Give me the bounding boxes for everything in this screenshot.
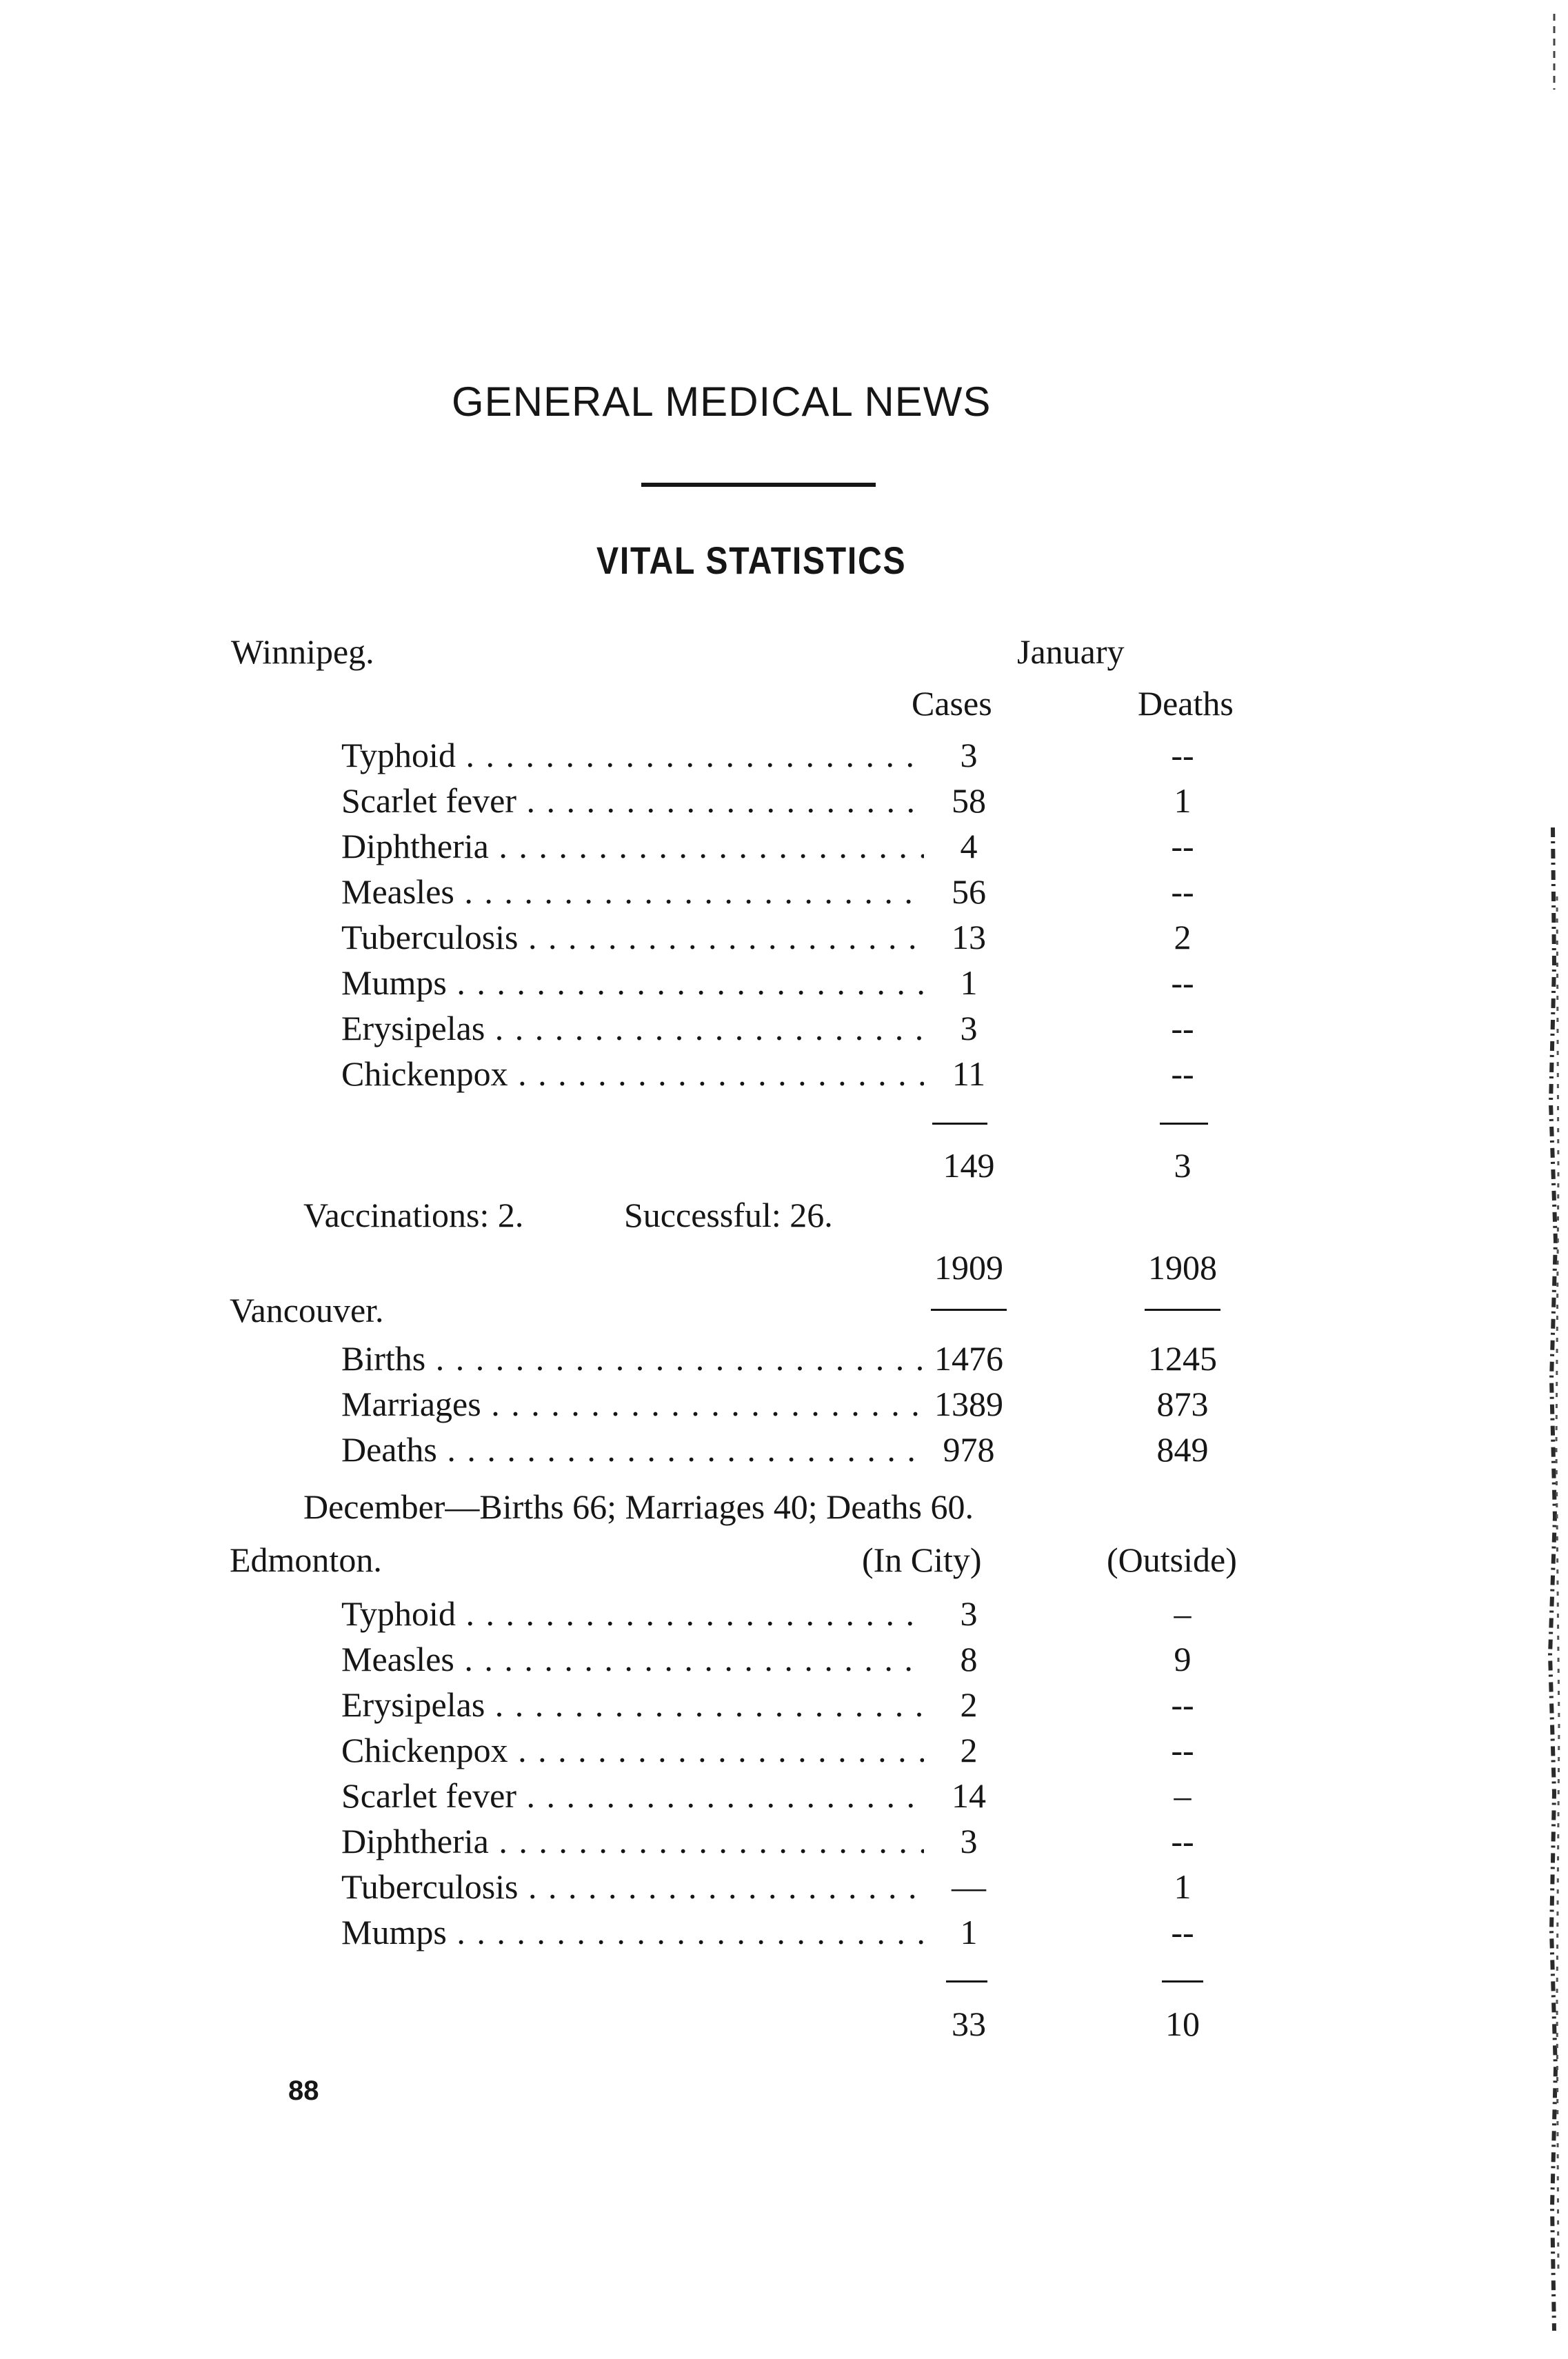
outside-value: – [1174, 1776, 1192, 1815]
in-city-value: 14 [952, 1776, 986, 1815]
deaths-value: -- [1171, 736, 1194, 774]
table-row [341, 1729, 1238, 1771]
disease-label: Tuberculosis . . . [341, 916, 924, 958]
stat-label: Births . . . [341, 1338, 924, 1379]
december-note: December—Births 66; Marriages 40; Deaths 60. [303, 1487, 974, 1526]
disease-label: Chickenpox . . . [341, 1729, 924, 1771]
table-row [341, 1429, 1238, 1470]
edmonton-outside-sum-rule [1162, 1980, 1203, 1982]
year-1908-value: 873 [1156, 1385, 1209, 1423]
in-city-value: 2 [960, 1685, 978, 1724]
stat-label: Marriages . . . [341, 1383, 924, 1425]
in-city-value: 3 [960, 1594, 978, 1633]
disease-label: Tuberculosis . . . [341, 1866, 924, 1907]
disease-label: Erysipelas . . . [341, 1684, 924, 1725]
disease-label: Measles . . . [341, 1638, 924, 1680]
table-row [341, 1911, 1238, 1953]
disease-label: Diphtheria . . . [341, 1820, 924, 1862]
vancouver-1909-rule [931, 1309, 1007, 1311]
winnipeg-deaths-sum-rule [1160, 1123, 1208, 1125]
title-rule [641, 483, 876, 487]
table-row [341, 1775, 1238, 1816]
stat-label: Deaths . . . [341, 1429, 924, 1470]
table-row [341, 916, 1238, 958]
cases-value: 56 [952, 872, 986, 911]
winnipeg-total-deaths: 3 [1174, 1146, 1192, 1185]
table-row [341, 734, 1238, 776]
outside-value: -- [1171, 1822, 1194, 1860]
year-1909-value: 1476 [934, 1339, 1003, 1378]
table-row [341, 1338, 1238, 1379]
deaths-value: -- [1171, 827, 1194, 865]
winnipeg-cases-header: Cases [912, 684, 992, 723]
disease-label: Measles . . . [341, 871, 924, 912]
year-1909-value: 1389 [934, 1385, 1003, 1423]
disease-label: Scarlet fever . . . [341, 1775, 924, 1816]
disease-label: Erysipelas . . . [341, 1007, 924, 1049]
edmonton-total-in-city: 33 [952, 2005, 986, 2043]
outside-value: -- [1171, 1685, 1194, 1724]
outside-value: – [1174, 1594, 1192, 1633]
year-1908-value: 849 [1156, 1430, 1209, 1469]
vancouver-1909-header: 1909 [934, 1248, 1003, 1287]
deaths-value: -- [1171, 963, 1194, 1002]
disease-label: Scarlet fever . . . [341, 780, 924, 821]
cases-value: 1 [960, 963, 978, 1002]
edmonton-city-heading: Edmonton. [230, 1540, 382, 1579]
deaths-value: -- [1171, 872, 1194, 911]
outside-value: -- [1171, 1731, 1194, 1769]
table-row [341, 825, 1238, 867]
page-title: GENERAL MEDICAL NEWS [452, 379, 992, 425]
in-city-value: 1 [960, 1913, 978, 1951]
disease-label: Diphtheria . . . [341, 825, 924, 867]
scan-edge-mark [1527, 0, 1568, 2359]
table-row [341, 962, 1238, 1003]
table-row [341, 1866, 1238, 1907]
vancouver-1908-header: 1908 [1148, 1248, 1217, 1287]
outside-value: 1 [1174, 1867, 1192, 1906]
winnipeg-deaths-header: Deaths [1138, 684, 1234, 723]
edmonton-outside-header: (Outside) [1107, 1540, 1237, 1579]
table-row [341, 1053, 1238, 1094]
cases-value: 3 [960, 1009, 978, 1047]
cases-value: 13 [952, 918, 986, 956]
edmonton-in-city-sum-rule [946, 1980, 987, 1982]
outside-value: 9 [1174, 1640, 1192, 1678]
table-row [341, 1383, 1238, 1425]
in-city-value: 3 [960, 1822, 978, 1860]
vaccinations-note: Vaccinations: 2. [303, 1196, 524, 1234]
table-row [341, 1593, 1238, 1634]
disease-label: Typhoid . . . [341, 734, 924, 776]
table-row [341, 780, 1238, 821]
deaths-value: -- [1171, 1009, 1194, 1047]
winnipeg-total-cases: 149 [943, 1146, 995, 1185]
in-city-value: 2 [960, 1731, 978, 1769]
disease-label: Mumps . . . [341, 1911, 924, 1953]
cases-value: 58 [952, 781, 986, 820]
table-row [341, 1820, 1238, 1862]
section-subtitle: VITAL STATISTICS [596, 539, 907, 582]
edmonton-total-outside: 10 [1165, 2005, 1200, 2043]
deaths-value: 1 [1174, 781, 1192, 820]
table-row [341, 871, 1238, 912]
deaths-value: -- [1171, 1054, 1194, 1093]
table-row [341, 1684, 1238, 1725]
disease-label: Chickenpox . . . [341, 1053, 924, 1094]
table-row [341, 1638, 1238, 1680]
vancouver-city-heading: Vancouver. [230, 1291, 384, 1329]
page-number: 88 [288, 2076, 319, 2106]
outside-value: -- [1171, 1913, 1194, 1951]
vancouver-1908-rule [1145, 1309, 1220, 1311]
in-city-value: 8 [960, 1640, 978, 1678]
in-city-value: — [952, 1867, 986, 1906]
disease-label: Mumps . . . [341, 962, 924, 1003]
disease-label: Typhoid . . . [341, 1593, 924, 1634]
cases-value: 3 [960, 736, 978, 774]
year-1909-value: 978 [943, 1430, 995, 1469]
year-1908-value: 1245 [1148, 1339, 1217, 1378]
deaths-value: 2 [1174, 918, 1192, 956]
winnipeg-month-heading: January [1017, 632, 1125, 671]
winnipeg-cases-sum-rule [932, 1123, 987, 1125]
table-row [341, 1007, 1238, 1049]
cases-value: 4 [960, 827, 978, 865]
winnipeg-city-heading: Winnipeg. [231, 632, 374, 671]
successful-note: Successful: 26. [624, 1196, 833, 1234]
cases-value: 11 [952, 1054, 986, 1093]
edmonton-in-city-header: (In City) [862, 1540, 982, 1579]
